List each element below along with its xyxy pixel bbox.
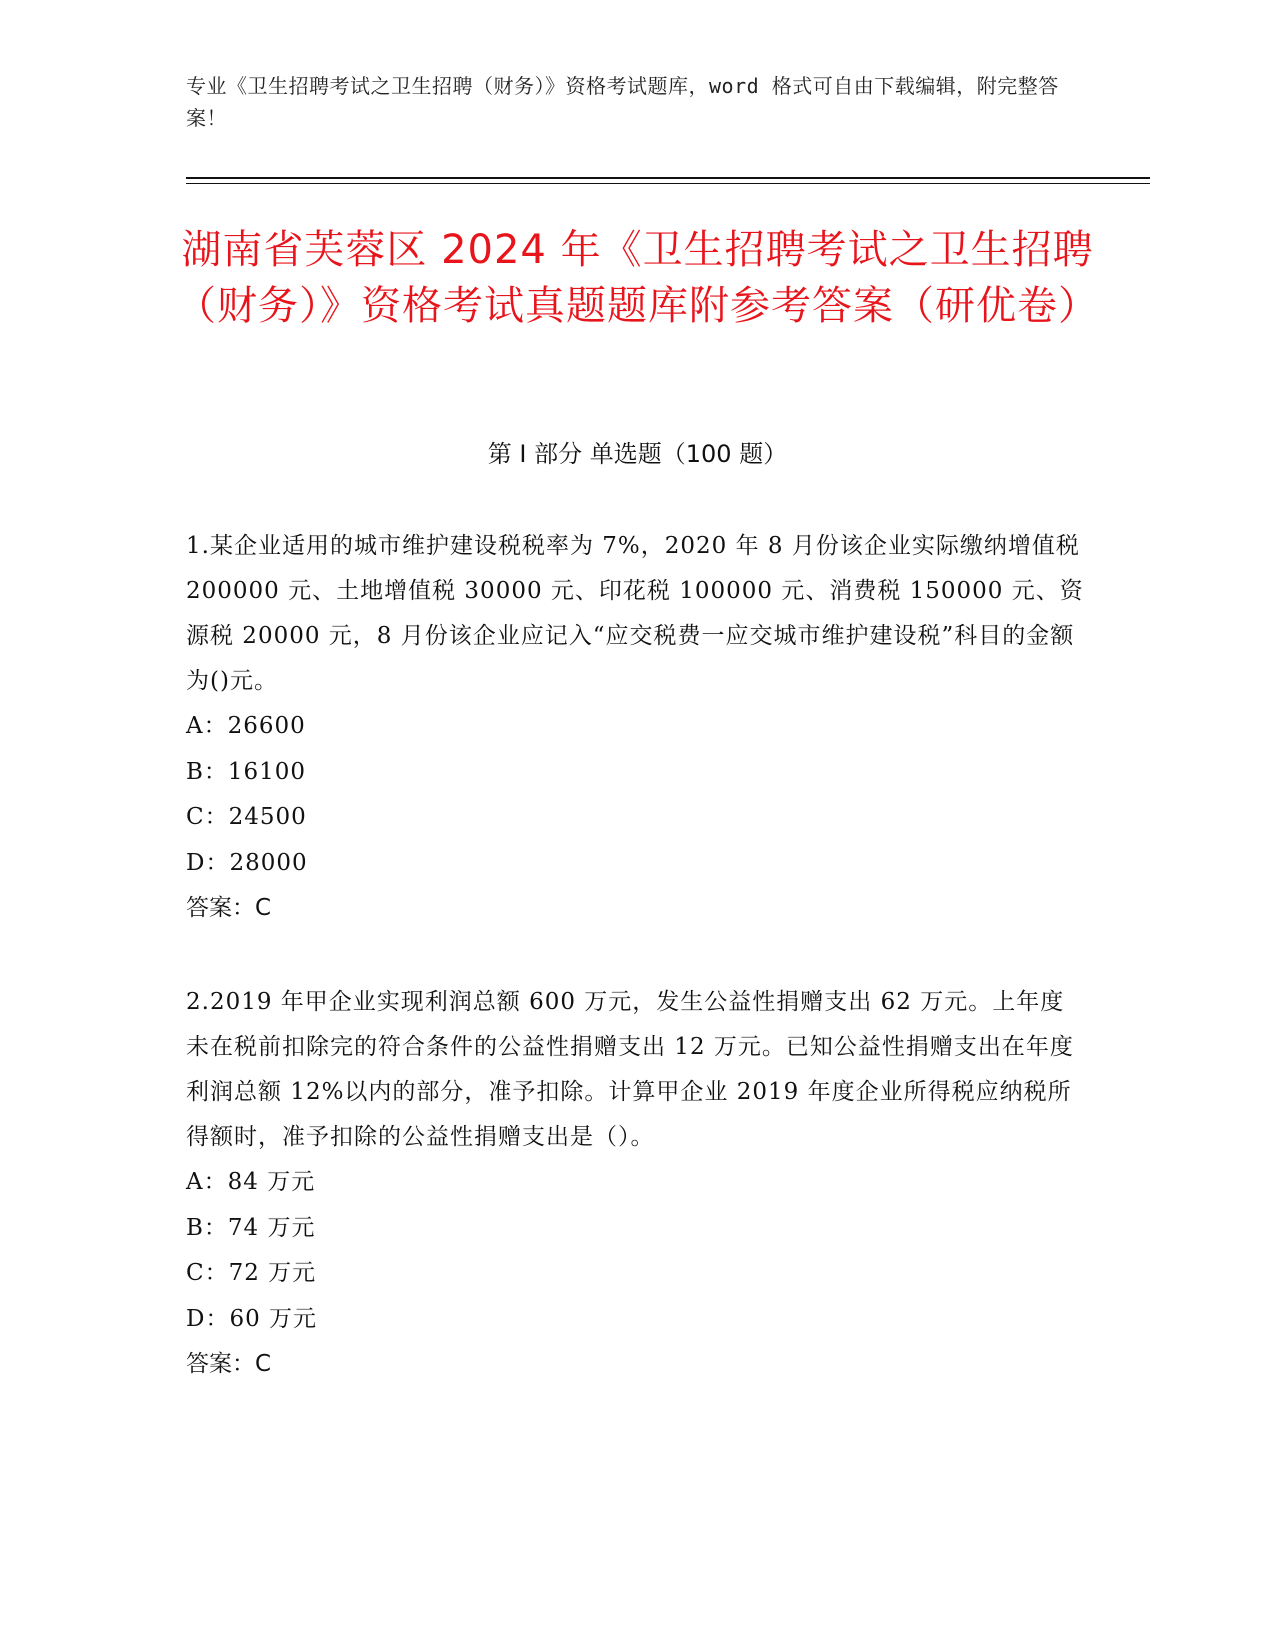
section-heading: 第 I 部分 单选题（100 题） [487, 440, 788, 468]
answer-line: 答案：C [186, 1351, 272, 1377]
option-b: B：74 万元 [186, 1214, 316, 1241]
option-d: D：28000 [186, 849, 308, 876]
question-stem: 1.某企业适用的城市维护建设税税率为 7%，2020 年 8 月份该企业实际缴纳增值税 200000 元、土地增值税 30000 元、印花税 100000 元、消费税 150000 元、资源税 20000 元，8 月份该企业应记入“应交税费一应交城市维护建设税”科目的金额为()元。 [186, 533, 1084, 694]
option-a: A：84 万元 [186, 1169, 316, 1195]
option-d: D：60 万元 [186, 1305, 318, 1332]
option-c: C：72 万元 [186, 1260, 317, 1286]
answer-line: 答案：C [186, 895, 272, 921]
question-block [186, 980, 1086, 1387]
document-title: 湖南省芙蓉区 2024 年《卫生招聘考试之卫生招聘（财务）》资格考试真题题库附参考答案（研优卷） [176, 227, 1099, 329]
header-note: 专业《卫生招聘考试之卫生招聘（财务）》资格考试题库，word 格式可自由下载编辑，附完整答案！ [186, 74, 1059, 130]
question-block [186, 524, 1086, 931]
header-divider-thin [186, 183, 1150, 184]
option-c: C：24500 [186, 804, 307, 830]
question-stem: 2.2019 年甲企业实现利润总额 600 万元，发生公益性捐赠支出 62 万元。上年度未在税前扣除完的符合条件的公益性捐赠支出 12 万元。已知公益性捐赠支出在年度利润总额 12%以内的部分，准予扣除。计算甲企业 2019 年度企业所得税应纳税所得额时，准予扣除的公益性捐赠支出是（）。 [186, 989, 1074, 1150]
option-b: B：16100 [186, 758, 307, 785]
option-a: A：26600 [186, 713, 306, 739]
header-divider-thick [186, 177, 1150, 179]
